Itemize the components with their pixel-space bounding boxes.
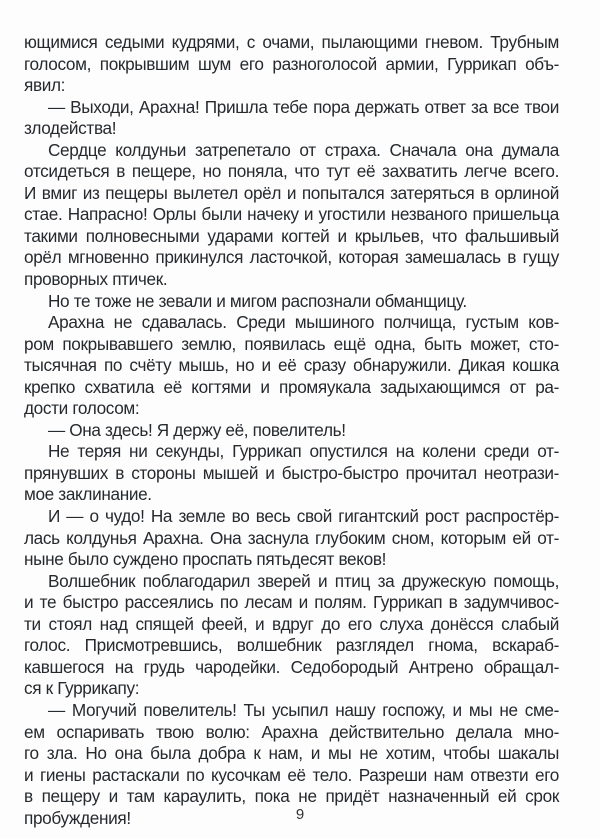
text-line: И — о чудо! На земле во весь свой гигантский рост распростёр- xyxy=(48,506,559,527)
text-line: тысячная по счёту мышь, но и её сразу обнаружили. Дикая кошка xyxy=(24,355,559,376)
text-line: — Могучий повелитель! Ты усыпил нашу госпожу, и мы не сме- xyxy=(48,699,559,720)
page-number: 9 xyxy=(295,806,305,823)
text-line: прянувших в стороны мышей и быстро-быстро прочитал неотрази- xyxy=(24,462,559,483)
text-line: ем оспаривать твою волю: Арахна действительно делала мно- xyxy=(24,721,559,742)
text-line: голосом, покрывшим шум его разноголосой армии, Гуррикап объ- xyxy=(24,53,559,74)
text-line: злодейства! xyxy=(24,118,117,139)
text-line: проворных птичек. xyxy=(24,269,168,290)
text-line: голос. Присмотревшись, волшебник разглядел гнома, вскараб- xyxy=(24,635,559,656)
text-line: отсидеться в пещере, но поняла, что тут её захватить легче всего. xyxy=(24,161,559,182)
text-line: ти стоял над спящей феей, и вдруг до его слуха донёсся слабый xyxy=(24,613,559,634)
text-line: и гиены растаскали по кусочкам её тело. Разреши нам отвезти его xyxy=(24,764,559,785)
text-line: орёл мгновенно прикинулся ласточкой, которая замешалась в гущу xyxy=(24,247,559,268)
text-line: Арахна не сдавалась. Среди мышиного полчища, густым ков- xyxy=(48,312,559,333)
text-line: в пещеру и там караулить, пока не придёт назначенный ей срок xyxy=(24,786,559,807)
text-line: Не теряя ни секунды, Гуррикап опустился на колени среди от- xyxy=(48,441,559,462)
text-line: явил: xyxy=(24,75,66,96)
text-line: ющимися седыми кудрями, с очами, пылающими гневом. Трубным xyxy=(24,32,559,52)
text-line: — Она здесь! Я держу её, повелитель! xyxy=(48,419,346,440)
text-line: Волшебник поблагодарил зверей и птиц за дружескую помощь, xyxy=(48,570,559,591)
text-line: крепко схватила её когтями и промяукала задыхающимся от ра- xyxy=(24,376,559,397)
text-line: — Выходи, Арахна! Пришла тебе пора держать ответ за все твои xyxy=(48,96,559,117)
text-line: ныне было суждено проспать пятьдесят веков! xyxy=(24,549,387,570)
text-line: И вмиг из пещеры вылетел орёл и попытался затеряться в орлиной xyxy=(24,182,559,203)
text-line: ся к Гуррикапу: xyxy=(24,678,140,699)
text-line: мое заклинание. xyxy=(24,484,152,505)
text-line: и те быстро рассеялись по лесам и полям. Гуррикап в задумчивос- xyxy=(24,592,559,613)
text-line: Сердце колдуньи затрепетало от страха. Сначала она думала xyxy=(48,139,559,160)
text-line: стае. Напрасно! Орлы были начеку и угостили незваного пришельца xyxy=(24,204,559,225)
text-line: такими полновесными ударами когтей и крыльев, что фальшивый xyxy=(24,225,559,246)
text-line: ром покрывавшего землю, появилась ещё одна, быть может, сто- xyxy=(24,333,559,354)
text-line: пробуждения! xyxy=(24,807,131,828)
text-line: лась колдунья Арахна. Она заснула глубоким сном, которым ей от- xyxy=(24,527,559,548)
text-line: го зла. Но она была добра к нам, и мы не хотим, чтобы шакалы xyxy=(24,743,559,764)
body-text xyxy=(24,32,559,829)
text-line: Но те тоже не зевали и мигом распознали обманщицу. xyxy=(48,290,467,311)
text-line: кавшегося на грудь чародейки. Седобородый Антрено обращал- xyxy=(24,656,559,677)
text-line: дости голосом: xyxy=(24,398,140,419)
